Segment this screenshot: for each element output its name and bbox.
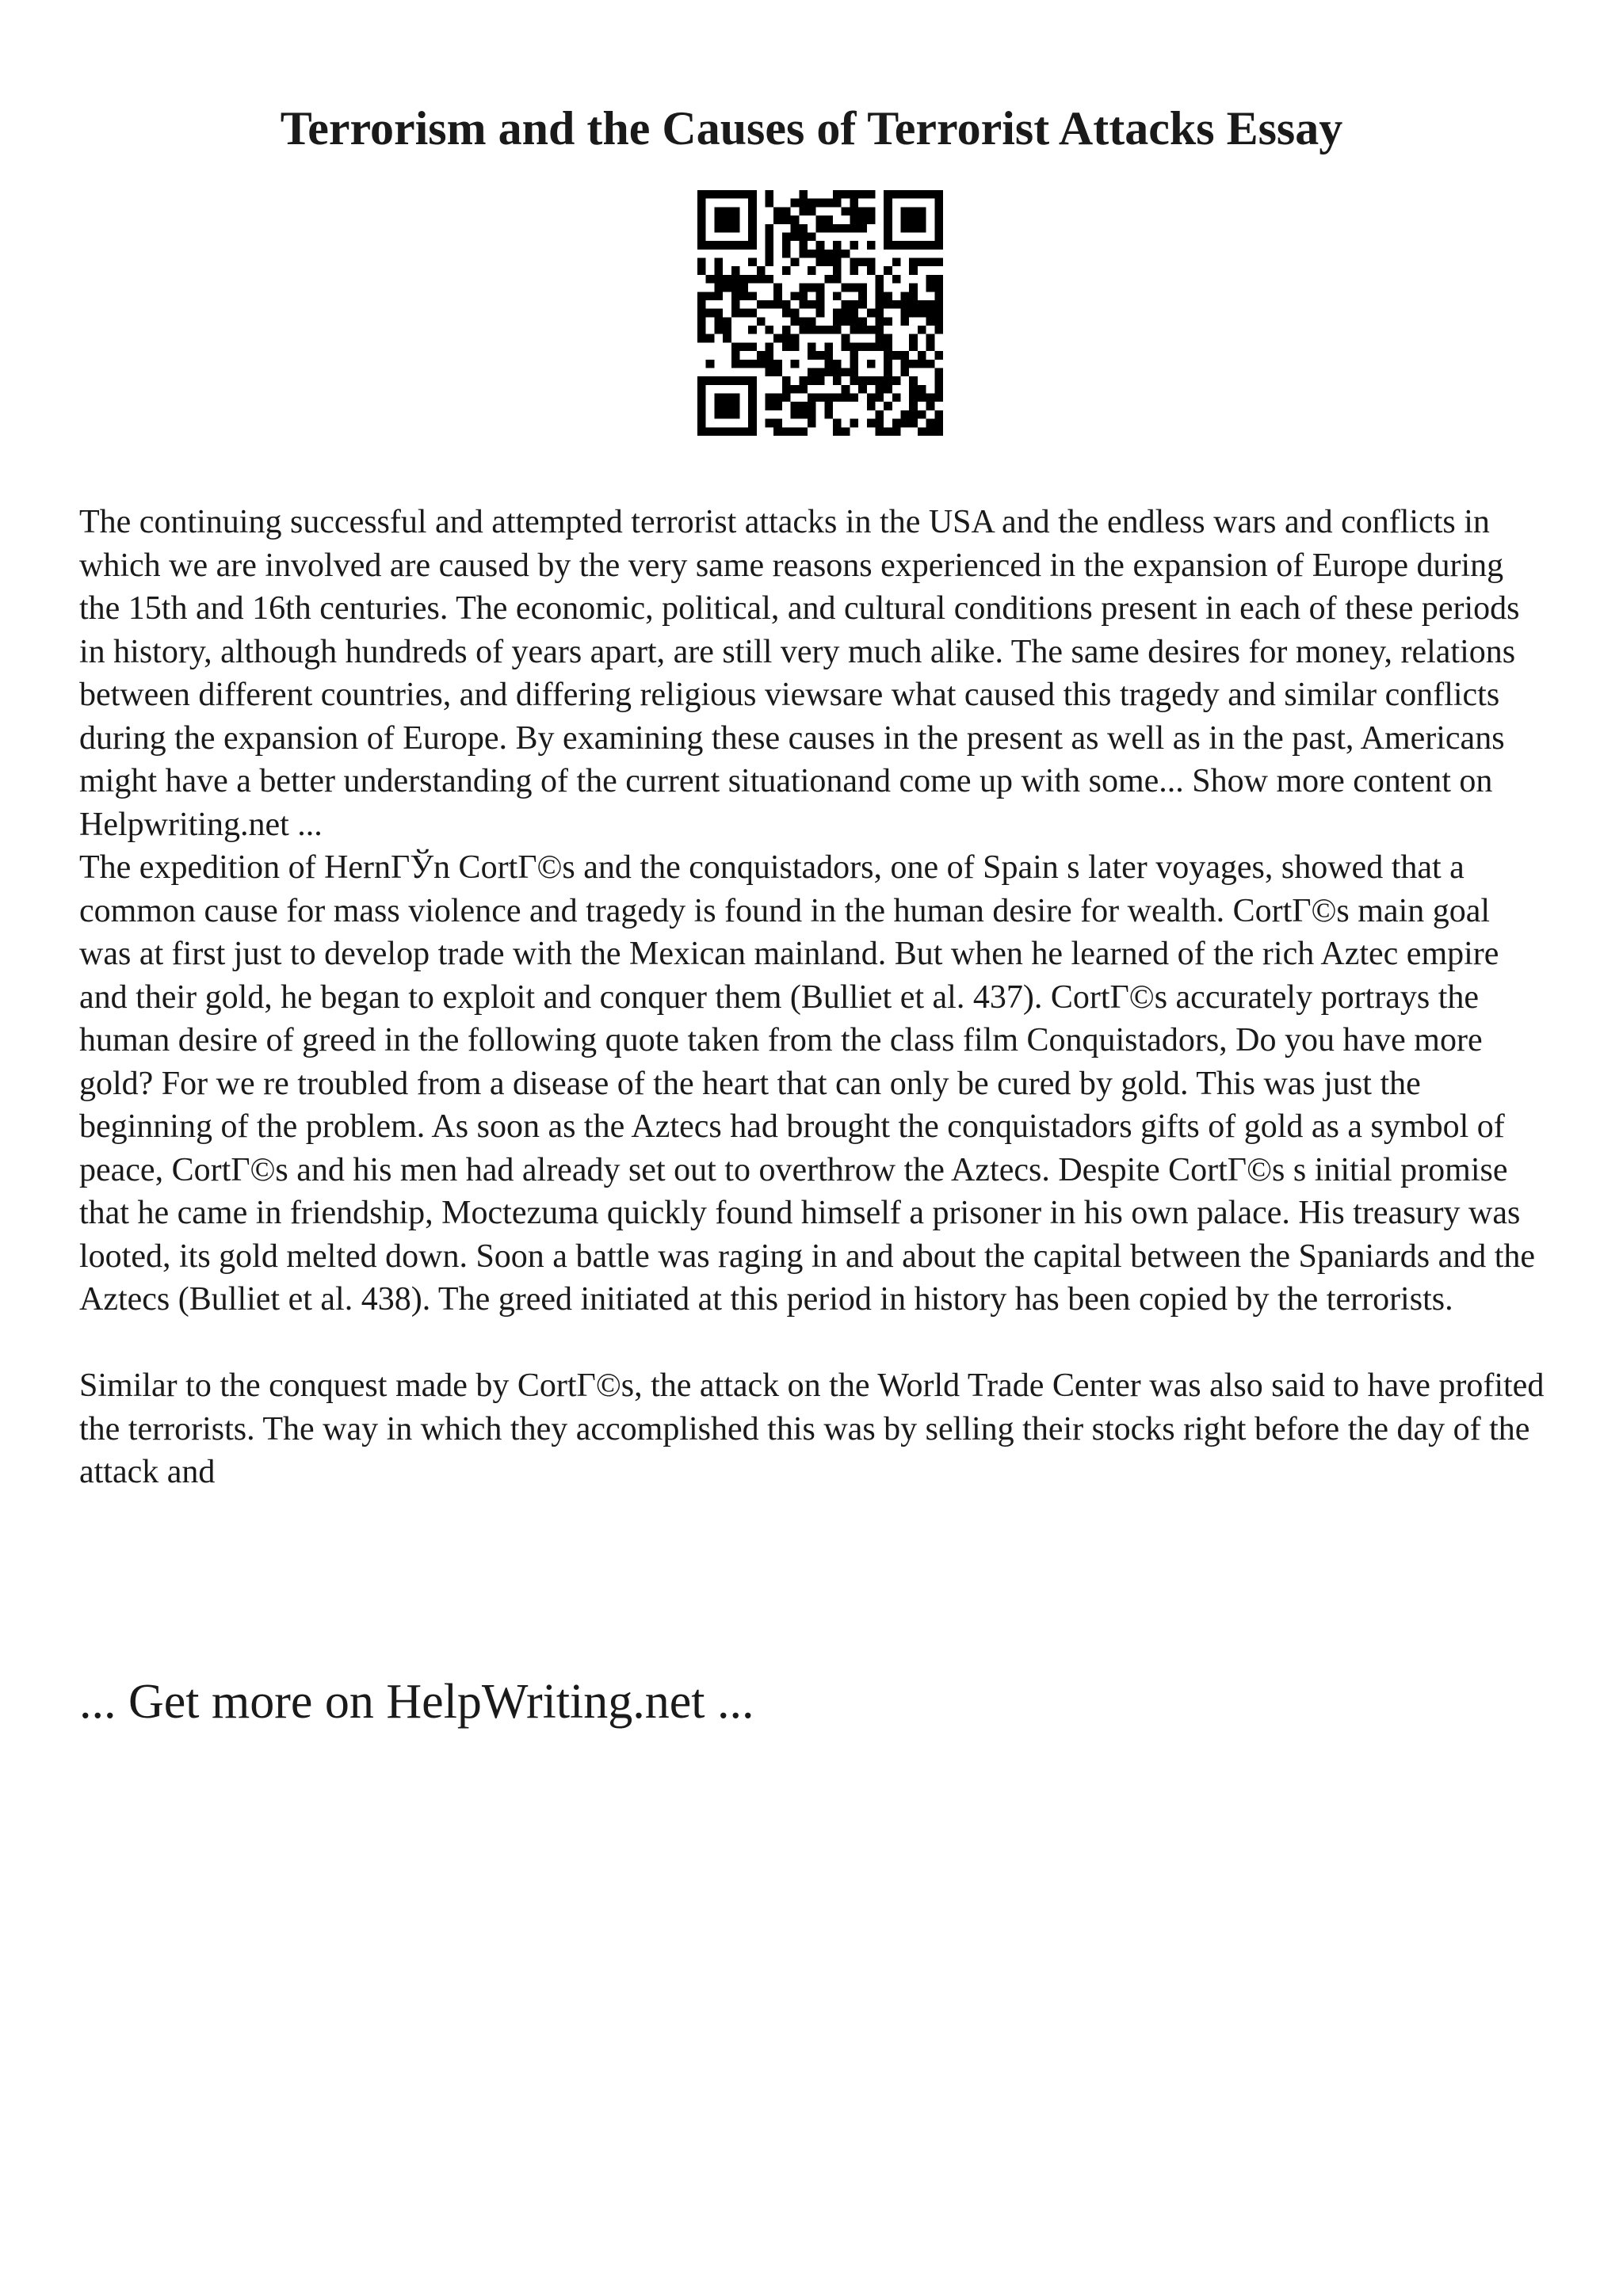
paragraph-3: Similar to the conquest made by CortГ©s, the attack on the World Trade Center was also said to have profited the terrorists. The way in which they accomplished this was by selling their stocks right before the day of the attack and — [79, 1367, 1545, 1490]
paragraph-2: The expedition of HernГЎn CortГ©s and the conquistadors, one of Spain s later voyages, showed that a common cause for mass violence and tragedy is found in the human desire for wealth. CortГ©s main goal was at first just to develop trade with the Mexican mainland. But when he learned of the rich Aztec empire and their gold, he began to exploit and conquer them (Bulliet et al. 437). CortГ©s accurately portrays the human desire of greed in the following quote taken from the class film Conquistadors, Do you have more gold? For we re troubled from a disease of the heart that can only be cured by gold. This was just the beginning of the problem. As soon as the Aztecs had brought the conquistadors gifts of gold as a symbol of peace, CortГ©s and his men had already set out to overthrow the Aztecs. Despite CortГ©s s initial promise that he came in friendship, Moctezuma quickly found himself a prisoner in his own palace. His treasury was looted, its gold melted down. Soon a battle was raging in and about the capital between the Spaniards and the Aztecs (Bulliet et al. 438). The greed initiated at this period in history has been copied by the terrorists. — [79, 849, 1536, 1318]
essay-body — [79, 501, 1545, 1494]
get-more-link[interactable]: ... Get more on HelpWriting.net ... — [79, 1675, 754, 1729]
paragraph-1: The continuing successful and attempted terrorist attacks in the USA and the endless wars and conflicts in which we are involved are caused by the very same reasons experienced in the expansion of Europe during the 15th and 16th centuries. The economic, political, and cultural conditions present in each of these periods in history, although hundreds of years apart, are still very much alike. The same desires for money, relations between different countries, and differing religious viewsare what caused this tragedy and similar conflicts during the expansion of Europe. By examining these causes in the present as well as in the past, Americans might have a better understanding of the current situationand come up with some... Show more content on Helpwriting.net ... — [79, 504, 1520, 843]
qr-code-icon — [697, 190, 943, 436]
page-title: Terrorism and the Causes of Terrorist Attacks Essay — [280, 102, 1343, 154]
